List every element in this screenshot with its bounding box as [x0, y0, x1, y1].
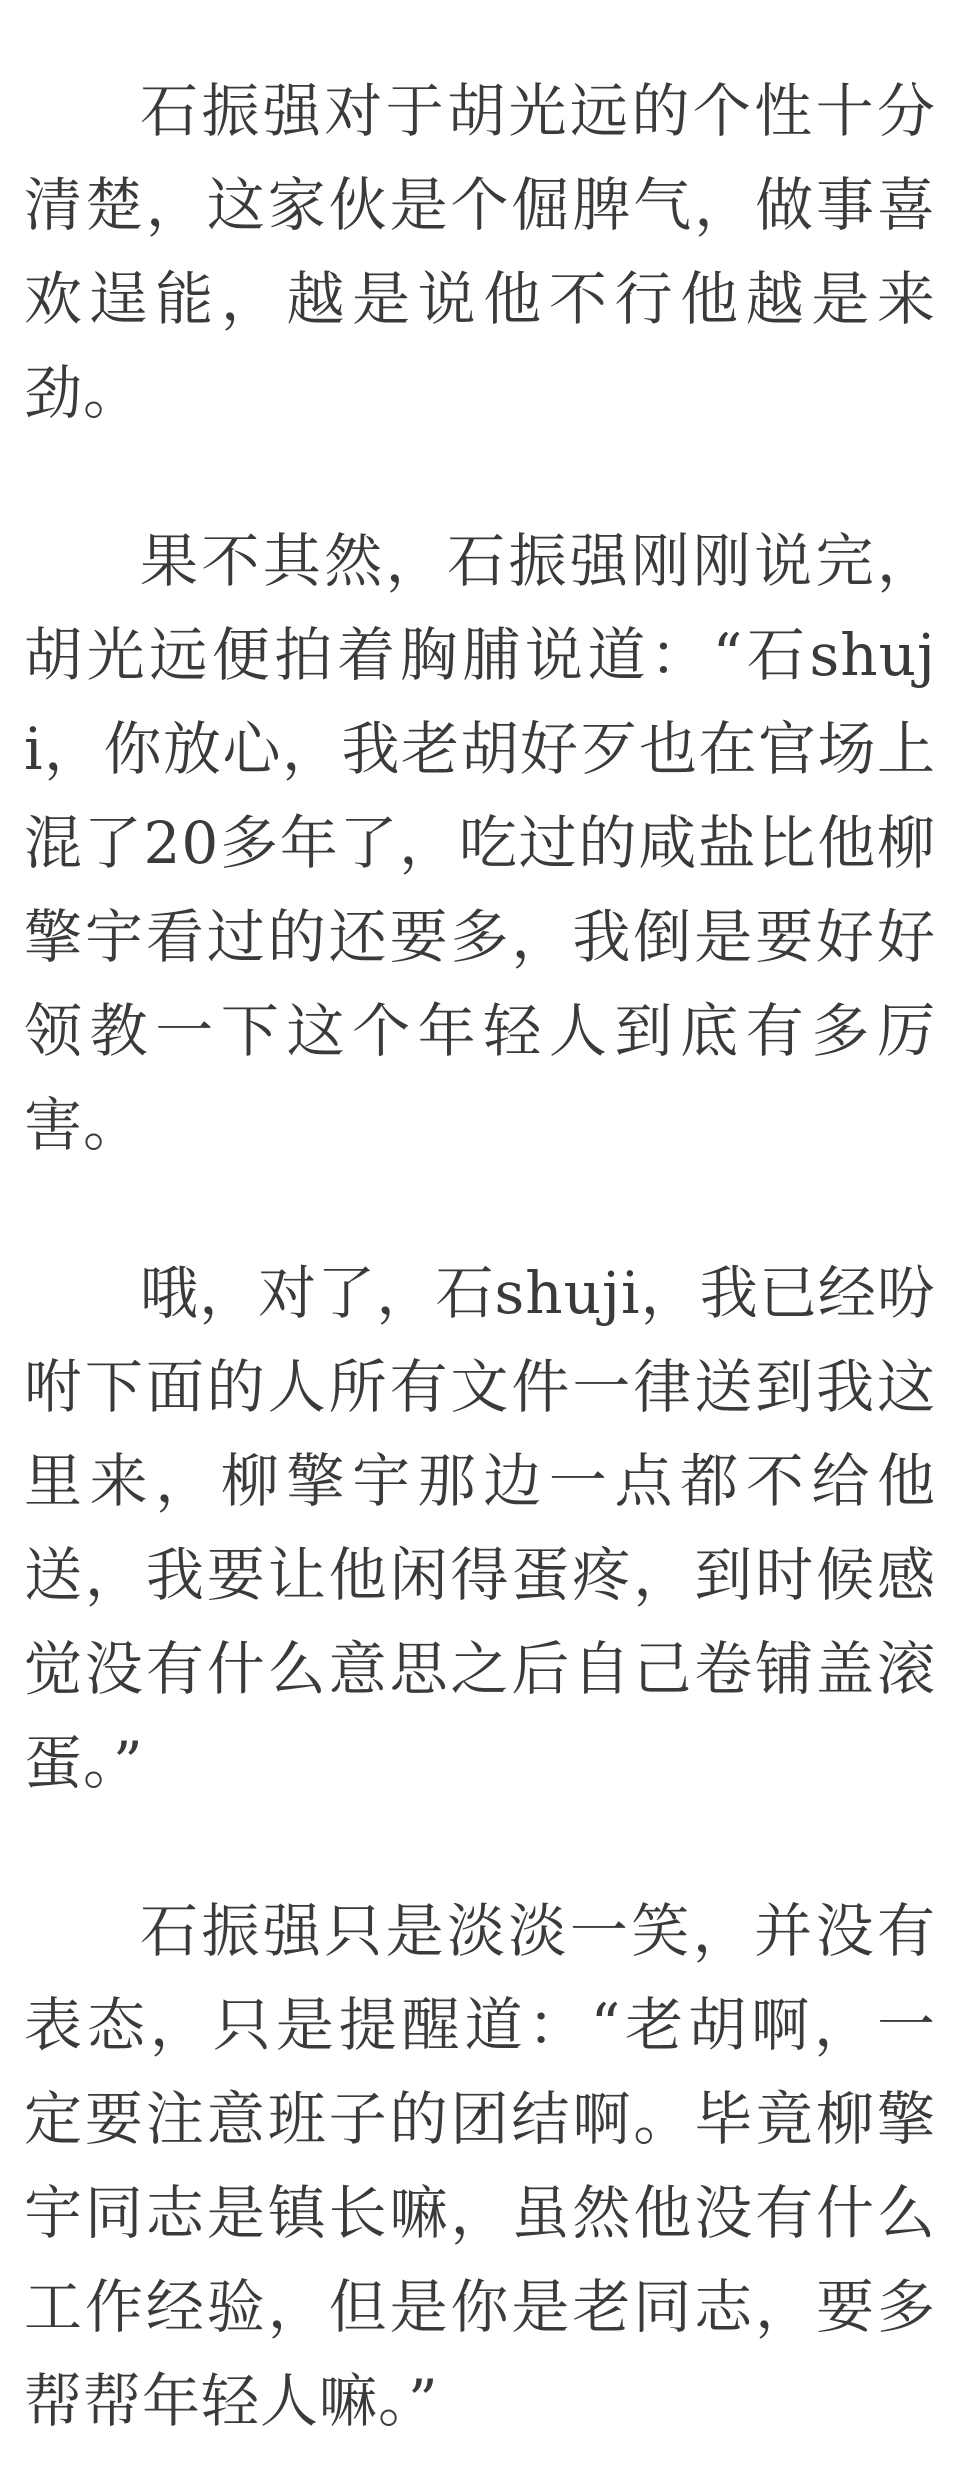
paragraph-1: 石振强对于胡光远的个性十分清楚，这家伙是个倔脾气，做事喜欢逞能，越是说他不行他越是来劲。 [24, 77, 936, 427]
paragraph-4: 石振强只是淡淡一笑，并没有表态，只是提醒道：“老胡啊，一定要注意班子的团结啊。毕竟柳擎宇同志是镇长嘛，虽然他没有什么工作经验，但是你是老同志，要多帮帮年轻人嘛。” [24, 1897, 936, 2435]
paragraph-2: 果不其然，石振强刚刚说完，胡光远便拍着胸脯说道：“石shuji，你放心，我老胡好歹也在官场上混了20多年了，吃过的咸盐比他柳擎宇看过的还要多，我倒是要好好领教一下这个年轻人到底有多厉害。 [24, 527, 936, 1159]
paragraph-3: 哦，对了，石shuji，我已经吩咐下面的人所有文件一律送到我这里来，柳擎宇那边一点都不给他送，我要让他闲得蛋疼，到时候感觉没有什么意思之后自己卷铺盖滚蛋。” [24, 1259, 936, 1797]
